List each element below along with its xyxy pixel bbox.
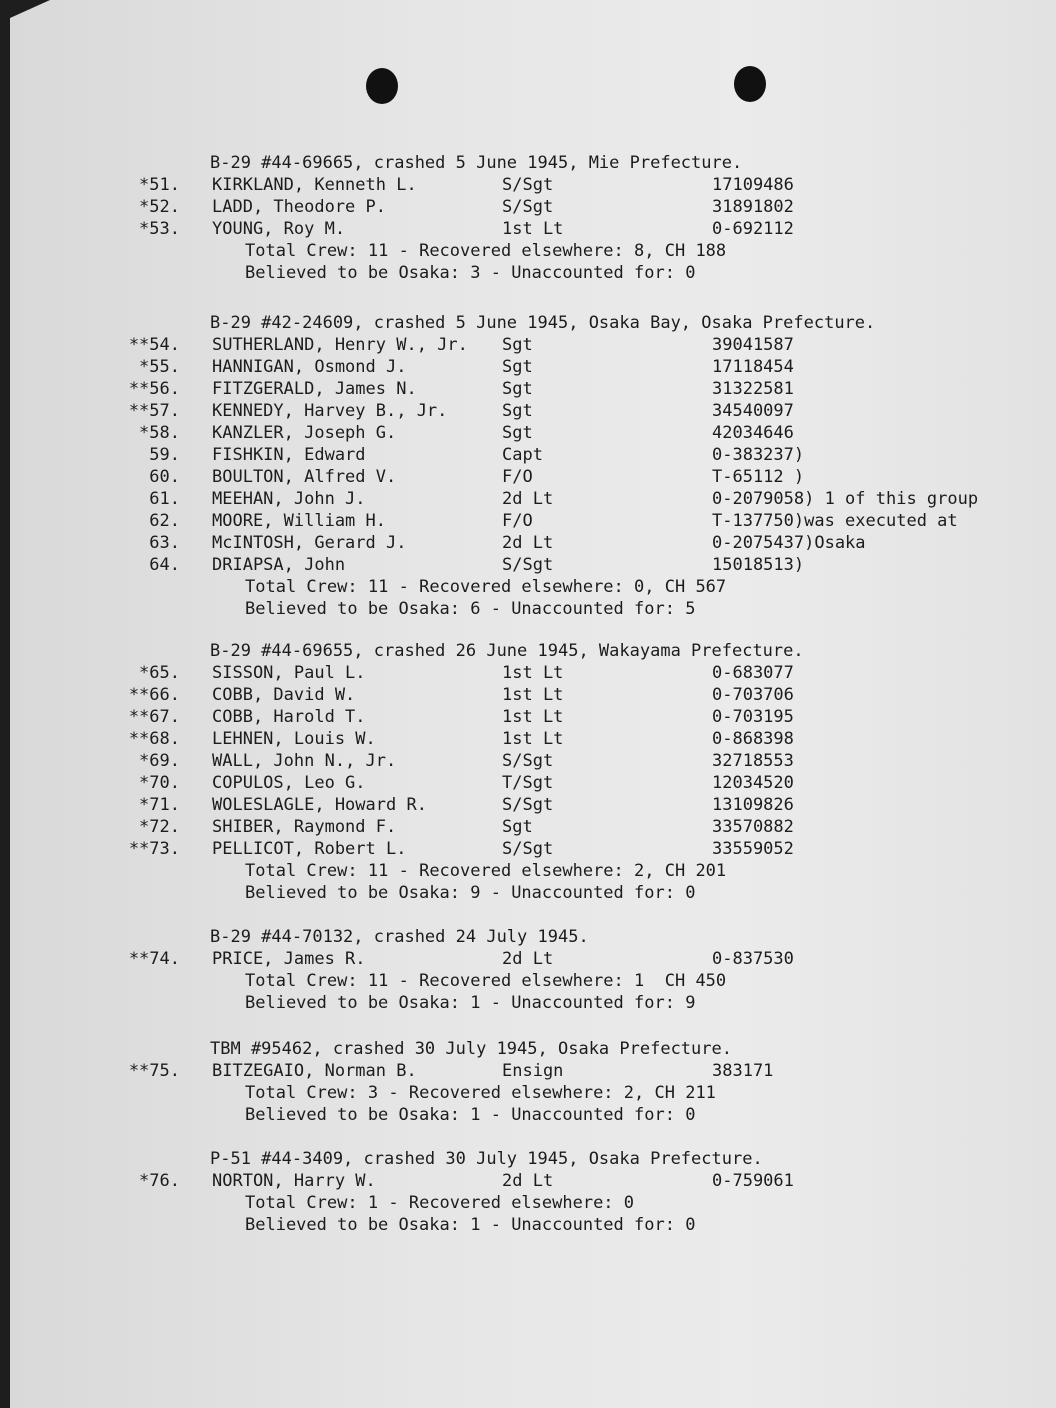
crew-serial: 33559052 — [712, 839, 794, 859]
total-crew-label: Total Crew: — [245, 971, 358, 991]
total-crew-value: 3 — [367, 1083, 379, 1103]
crew-row — [0, 728, 1046, 750]
unaccounted-label: Unaccounted for: — [511, 599, 675, 619]
crew-num: **57. — [128, 401, 180, 421]
crew-num: 64. — [149, 555, 180, 575]
aircraft-section — [0, 152, 1046, 284]
dash: - — [490, 599, 501, 619]
aircraft-header: B-29 #42-24609, crashed 5 June 1945, Osaka Bay, Osaka Prefecture. — [210, 313, 876, 333]
recovered-value: 2, CH 201 — [634, 861, 727, 881]
osaka-value: 6 — [470, 599, 481, 619]
crew-serial: 42034646 — [712, 423, 794, 443]
crew-num: **74. — [128, 949, 180, 969]
recovered-value: 2, CH 211 — [623, 1083, 716, 1103]
crew-row — [0, 1170, 1046, 1192]
crew-rank: Sgt — [502, 423, 533, 443]
crew-name: COPULOS, Leo G. — [212, 773, 366, 793]
crew-name: NORTON, Harry W. — [212, 1171, 376, 1191]
crew-serial: 17109486 — [712, 175, 794, 195]
crew-num: **68. — [128, 729, 180, 749]
unaccounted-value: 0 — [685, 883, 696, 903]
crew-name: PRICE, James R. — [212, 949, 366, 969]
osaka-label: Believed to be Osaka: — [245, 993, 460, 1013]
crew-name: SISSON, Paul L. — [212, 663, 366, 683]
osaka-line — [0, 882, 1046, 904]
recovered-label: Recovered elsewhere: — [419, 971, 624, 991]
osaka-line — [0, 992, 1046, 1014]
crew-num: 59. — [149, 445, 180, 465]
crew-num: 63. — [149, 533, 180, 553]
osaka-label: Believed to be Osaka: — [245, 883, 460, 903]
recovered-label: Recovered elsewhere: — [419, 577, 624, 597]
crew-row — [0, 218, 1046, 240]
crew-row — [0, 510, 1046, 532]
aircraft-section — [0, 1038, 1046, 1126]
unaccounted-value: 0 — [685, 1105, 696, 1125]
dash: - — [490, 883, 501, 903]
crew-rank: 1st Lt — [502, 219, 564, 239]
crew-rank: F/O — [502, 511, 533, 531]
osaka-label: Believed to be Osaka: — [245, 1215, 460, 1235]
aircraft-section — [0, 926, 1046, 1014]
crew-serial: 31891802 — [712, 197, 794, 217]
total-crew-label: Total Crew: — [245, 861, 358, 881]
total-crew-value: 11 — [367, 861, 389, 881]
crew-rank: S/Sgt — [502, 555, 554, 575]
crew-num: *76. — [139, 1171, 180, 1191]
crew-row — [0, 772, 1046, 794]
crew-name: MEEHAN, John J. — [212, 489, 366, 509]
crew-name: YOUNG, Roy M. — [212, 219, 346, 239]
crew-serial: 0-703195 — [712, 707, 794, 727]
crew-name: KENNEDY, Harvey B., Jr. — [212, 401, 448, 421]
aircraft-header: TBM #95462, crashed 30 July 1945, Osaka Prefecture. — [210, 1039, 732, 1059]
crew-row — [0, 750, 1046, 772]
crew-rank: 2d Lt — [502, 533, 554, 553]
crew-num: *65. — [139, 663, 180, 683]
crew-num: 62. — [149, 511, 180, 531]
crew-serial: 0-383237) — [712, 445, 805, 465]
crew-name: PELLICOT, Robert L. — [212, 839, 407, 859]
crew-row — [0, 794, 1046, 816]
crew-num: **56. — [128, 379, 180, 399]
crew-name: COBB, David W. — [212, 685, 356, 705]
crew-row — [0, 1060, 1046, 1082]
unaccounted-label: Unaccounted for: — [511, 883, 675, 903]
crew-name: SUTHERLAND, Henry W., Jr. — [212, 335, 468, 355]
crew-name: SHIBER, Raymond F. — [212, 817, 397, 837]
crew-row — [0, 444, 1046, 466]
osaka-line — [0, 598, 1046, 620]
crew-rank: 2d Lt — [502, 1171, 554, 1191]
crew-num: 60. — [149, 467, 180, 487]
crew-serial: 31322581 — [712, 379, 794, 399]
total-crew-label: Total Crew: — [245, 1083, 358, 1103]
crew-name: DRIAPSA, John — [212, 555, 346, 575]
crew-name: BOULTON, Alfred V. — [212, 467, 397, 487]
crew-row — [0, 684, 1046, 706]
unaccounted-label: Unaccounted for: — [511, 1105, 675, 1125]
crew-rank: 1st Lt — [502, 685, 564, 705]
recovered-value: 1 CH 450 — [634, 971, 727, 991]
crew-serial: 12034520 — [712, 773, 794, 793]
total-crew-line — [0, 576, 1046, 598]
crew-rank: S/Sgt — [502, 751, 554, 771]
dash: - — [398, 241, 409, 261]
dash: - — [490, 1215, 501, 1235]
crew-num: **75. — [128, 1061, 180, 1081]
unaccounted-value: 0 — [685, 263, 696, 283]
crew-serial: T-137750)was executed at — [712, 511, 958, 531]
crew-rank: 2d Lt — [502, 949, 554, 969]
crew-row — [0, 706, 1046, 728]
total-crew-value: 11 — [367, 241, 389, 261]
dash: - — [398, 861, 409, 881]
dash: - — [398, 971, 409, 991]
crew-num: *51. — [139, 175, 180, 195]
osaka-value: 1 — [470, 1105, 481, 1125]
osaka-line — [0, 262, 1046, 284]
total-crew-label: Total Crew: — [245, 1193, 358, 1213]
crew-num: **66. — [128, 685, 180, 705]
crew-serial: 0-2079058) 1 of this group — [712, 489, 979, 509]
crew-serial: 33570882 — [712, 817, 794, 837]
dash: - — [388, 1193, 399, 1213]
dash: - — [490, 263, 501, 283]
crew-num: *69. — [139, 751, 180, 771]
aircraft-header: P-51 #44-3409, crashed 30 July 1945, Osaka Prefecture. — [210, 1149, 763, 1169]
recovered-label: Recovered elsewhere: — [419, 861, 624, 881]
crew-name: WALL, John N., Jr. — [212, 751, 397, 771]
recovered-value: 0 — [623, 1193, 635, 1213]
crew-serial: 15018513) — [712, 555, 805, 575]
crew-serial: 0-759061 — [712, 1171, 794, 1191]
crew-serial: T-65112 ) — [712, 467, 805, 487]
crew-name: LADD, Theodore P. — [212, 197, 386, 217]
osaka-value: 1 — [470, 1215, 481, 1235]
crew-num: **67. — [128, 707, 180, 727]
crew-row — [0, 196, 1046, 218]
crew-serial: 0-692112 — [712, 219, 794, 239]
crew-name: BITZEGAIO, Norman B. — [212, 1061, 417, 1081]
dash: - — [490, 1105, 501, 1125]
crew-row — [0, 488, 1046, 510]
unaccounted-label: Unaccounted for: — [511, 993, 675, 1013]
crew-name: MOORE, William H. — [212, 511, 386, 531]
crew-serial: 13109826 — [712, 795, 794, 815]
osaka-value: 9 — [470, 883, 481, 903]
osaka-label: Believed to be Osaka: — [245, 1105, 460, 1125]
total-crew-line — [0, 1192, 1046, 1214]
crew-serial: 0-683077 — [712, 663, 794, 683]
crew-name: FISHKIN, Edward — [212, 445, 366, 465]
crew-rank: 1st Lt — [502, 663, 564, 683]
crew-serial: 0-868398 — [712, 729, 794, 749]
aircraft-header: B-29 #44-69665, crashed 5 June 1945, Mie Prefecture. — [210, 153, 743, 173]
crew-row — [0, 662, 1046, 684]
crew-name: HANNIGAN, Osmond J. — [212, 357, 407, 377]
crew-name: COBB, Harold T. — [212, 707, 366, 727]
crew-rank: Sgt — [502, 357, 533, 377]
unaccounted-value: 9 — [685, 993, 696, 1013]
crew-rank: S/Sgt — [502, 197, 554, 217]
crew-row — [0, 356, 1046, 378]
aircraft-section — [0, 640, 1046, 904]
crew-rank: S/Sgt — [502, 839, 554, 859]
recovered-value: 0, CH 567 — [634, 577, 727, 597]
crew-serial: 0-2075437)Osaka — [712, 533, 866, 553]
recovered-label: Recovered elsewhere: — [408, 1193, 614, 1213]
total-crew-value: 11 — [367, 971, 389, 991]
aircraft-header: B-29 #44-70132, crashed 24 July 1945. — [210, 927, 589, 947]
crew-row — [0, 378, 1046, 400]
crew-num: *53. — [139, 219, 180, 239]
crew-row — [0, 400, 1046, 422]
crew-name: KANZLER, Joseph G. — [212, 423, 397, 443]
crew-num: *58. — [139, 423, 180, 443]
crew-serial: 17118454 — [712, 357, 794, 377]
crew-rank: Ensign — [502, 1061, 564, 1081]
crew-row — [0, 532, 1046, 554]
total-crew-label: Total Crew: — [245, 577, 358, 597]
crew-num: *71. — [139, 795, 180, 815]
total-crew-line — [0, 970, 1046, 992]
crew-row — [0, 948, 1046, 970]
unaccounted-value: 5 — [685, 599, 696, 619]
total-crew-line — [0, 860, 1046, 882]
total-crew-value: 11 — [367, 577, 389, 597]
unaccounted-value: 0 — [685, 1215, 696, 1235]
osaka-line — [0, 1214, 1046, 1236]
crew-rank: 1st Lt — [502, 729, 564, 749]
crew-row — [0, 466, 1046, 488]
crew-rank: S/Sgt — [502, 795, 554, 815]
crew-serial: 383171 — [712, 1061, 774, 1081]
total-crew-value: 1 — [367, 1193, 379, 1213]
crew-name: LEHNEN, Louis W. — [212, 729, 376, 749]
osaka-value: 3 — [470, 263, 481, 283]
recovered-value: 8, CH 188 — [634, 241, 727, 261]
osaka-label: Believed to be Osaka: — [245, 599, 460, 619]
crew-name: FITZGERALD, James N. — [212, 379, 417, 399]
total-crew-line — [0, 1082, 1046, 1104]
crew-rank: 2d Lt — [502, 489, 554, 509]
crew-num: *52. — [139, 197, 180, 217]
crew-num: **73. — [128, 839, 180, 859]
crew-num: **54. — [128, 335, 180, 355]
aircraft-section — [0, 312, 1046, 620]
crew-num: 61. — [149, 489, 180, 509]
crew-serial: 0-837530 — [712, 949, 794, 969]
crew-num: *55. — [139, 357, 180, 377]
crew-name: McINTOSH, Gerard J. — [212, 533, 407, 553]
crew-serial: 0-703706 — [712, 685, 794, 705]
crew-num: *70. — [139, 773, 180, 793]
crew-row — [0, 422, 1046, 444]
unaccounted-label: Unaccounted for: — [511, 263, 675, 283]
osaka-label: Believed to be Osaka: — [245, 263, 460, 283]
crew-serial: 32718553 — [712, 751, 794, 771]
crew-name: KIRKLAND, Kenneth L. — [212, 175, 417, 195]
crew-num: *72. — [139, 817, 180, 837]
dash: - — [388, 1083, 399, 1103]
crew-rank: S/Sgt — [502, 175, 554, 195]
crew-rank: Sgt — [502, 817, 533, 837]
crew-serial: 34540097 — [712, 401, 794, 421]
recovered-label: Recovered elsewhere: — [419, 241, 624, 261]
unaccounted-label: Unaccounted for: — [511, 1215, 675, 1235]
crew-rank: F/O — [502, 467, 533, 487]
total-crew-label: Total Crew: — [245, 241, 358, 261]
crew-row — [0, 554, 1046, 576]
recovered-label: Recovered elsewhere: — [408, 1083, 614, 1103]
crew-rank: 1st Lt — [502, 707, 564, 727]
osaka-line — [0, 1104, 1046, 1126]
crew-rank: Sgt — [502, 335, 533, 355]
dash: - — [398, 577, 409, 597]
total-crew-line — [0, 240, 1046, 262]
crew-name: WOLESLAGLE, Howard R. — [212, 795, 427, 815]
osaka-value: 1 — [470, 993, 481, 1013]
crew-row — [0, 334, 1046, 356]
crew-rank: T/Sgt — [502, 773, 554, 793]
crew-rank: Sgt — [502, 401, 533, 421]
crew-serial: 39041587 — [712, 335, 794, 355]
crew-row — [0, 174, 1046, 196]
dash: - — [490, 993, 501, 1013]
crew-row — [0, 838, 1046, 860]
aircraft-header: B-29 #44-69655, crashed 26 June 1945, Wakayama Prefecture. — [210, 641, 804, 661]
aircraft-section — [0, 1148, 1046, 1236]
crew-rank: Sgt — [502, 379, 533, 399]
crew-row — [0, 816, 1046, 838]
crew-rank: Capt — [502, 445, 543, 465]
